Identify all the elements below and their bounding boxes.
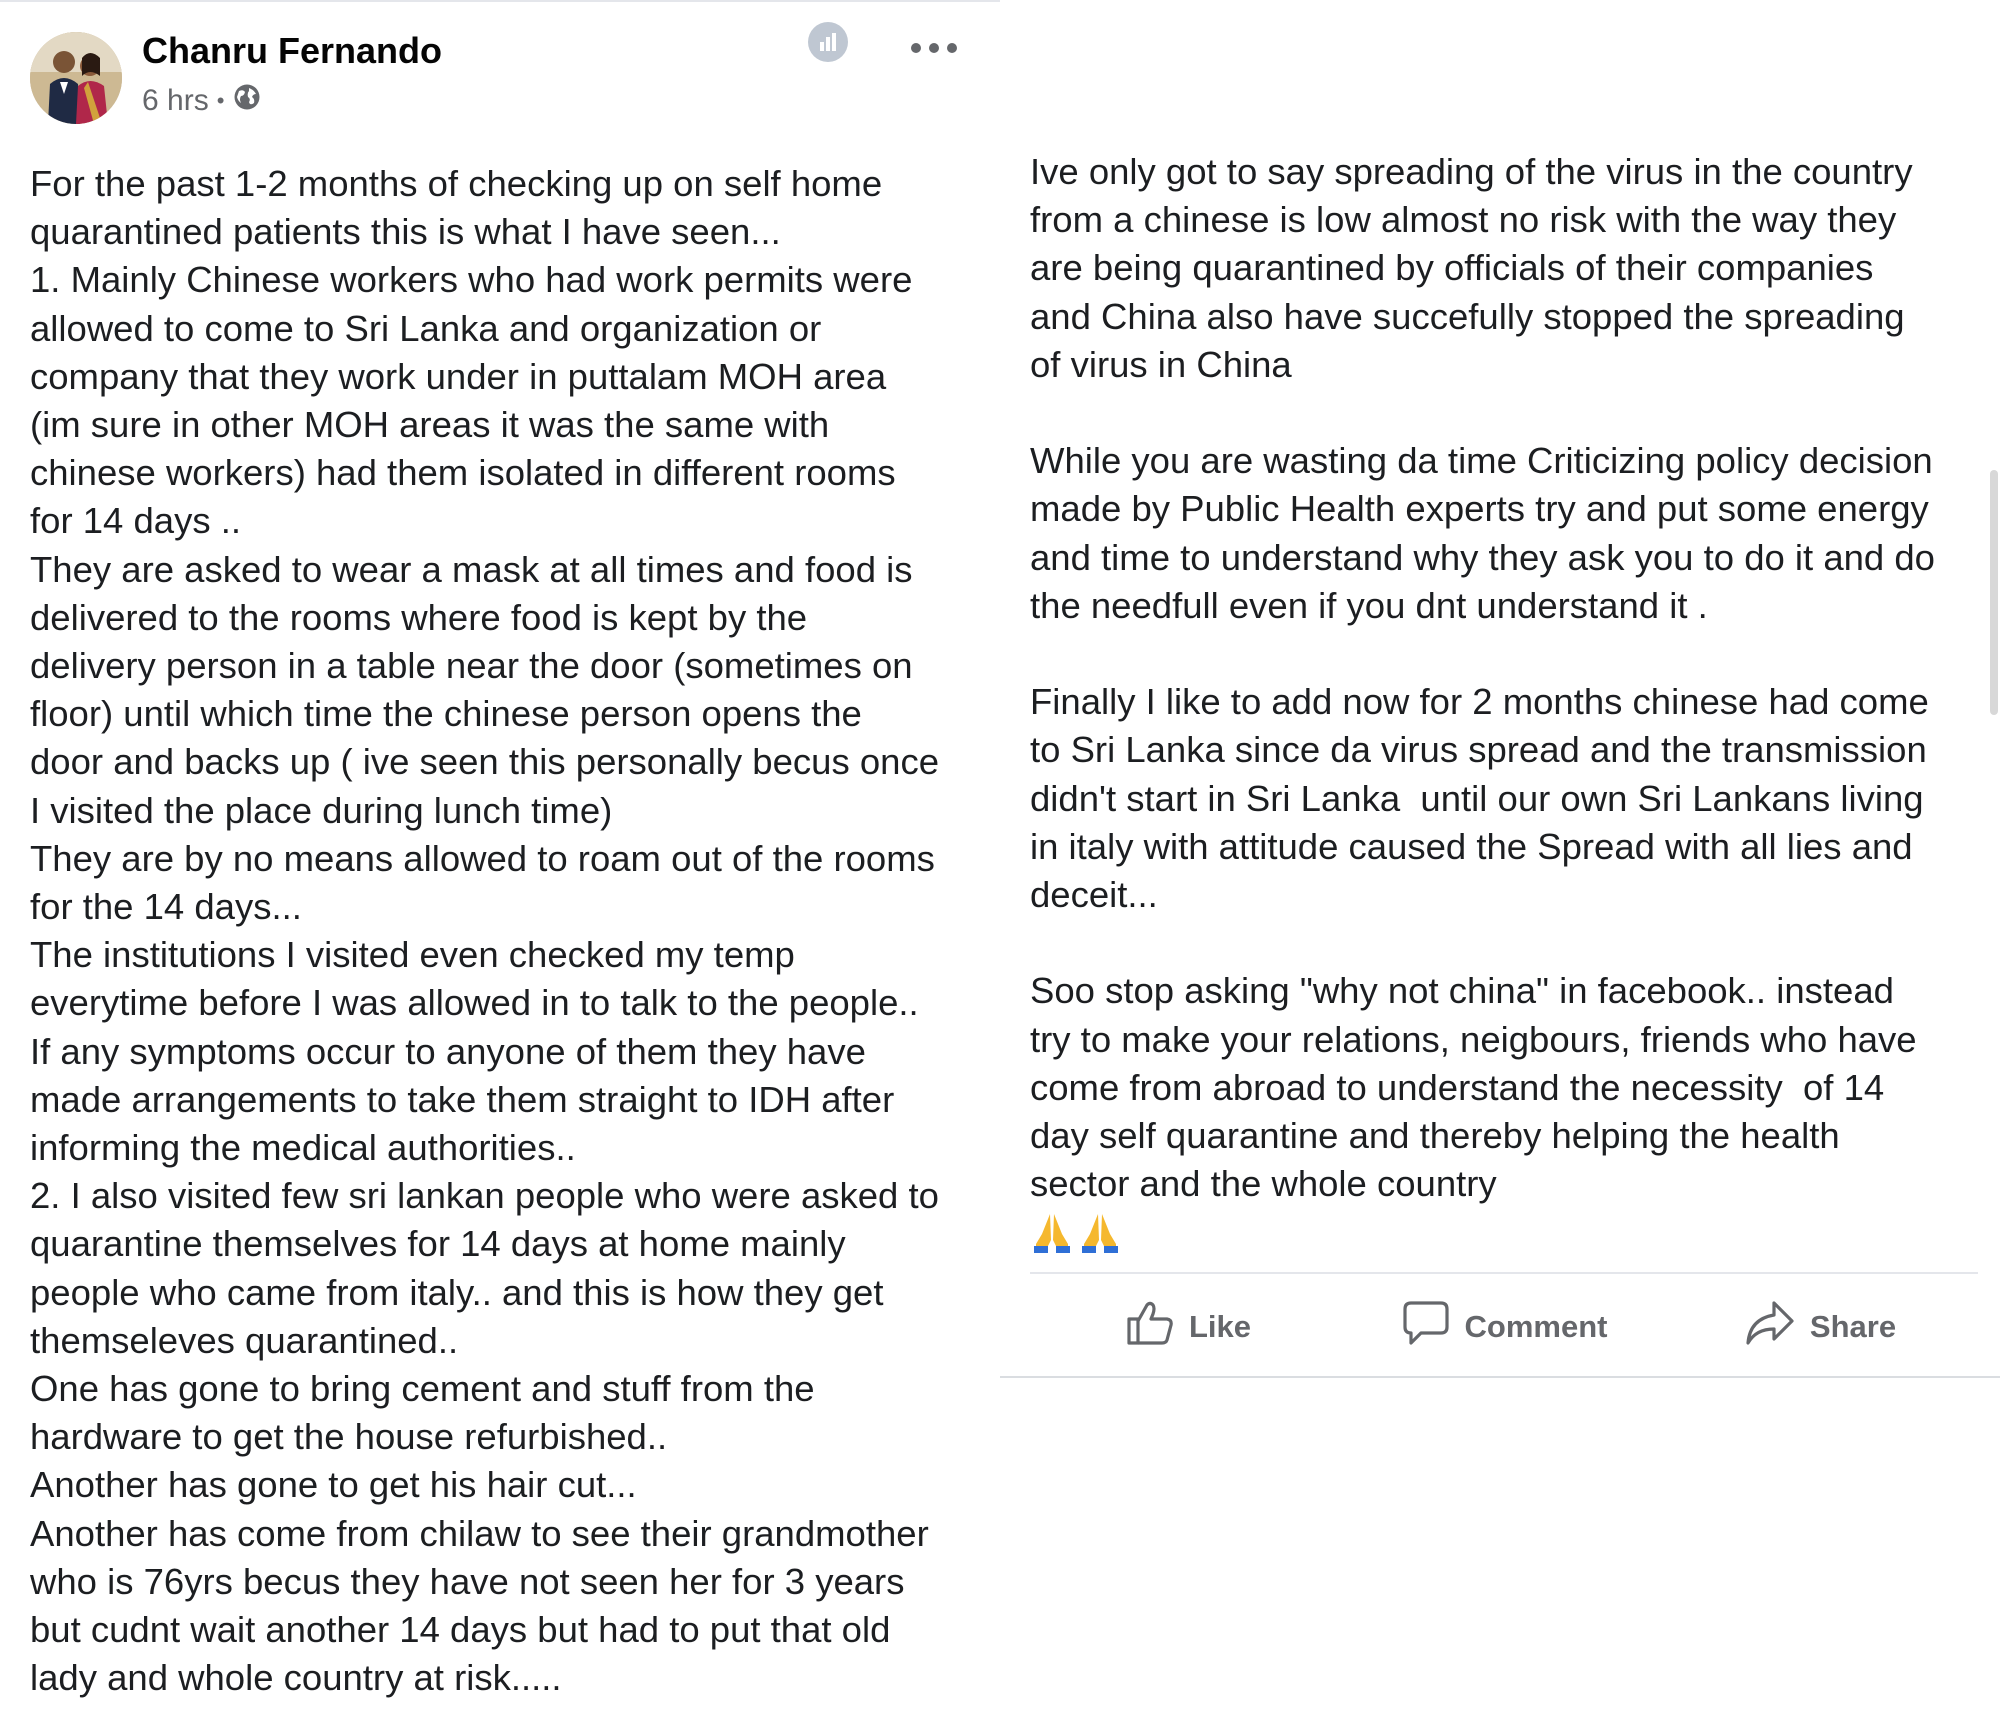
comment-icon (1401, 1299, 1451, 1355)
like-button[interactable] (1030, 1282, 1346, 1372)
folded-hands-icon (1078, 1210, 1122, 1259)
post-column-right (1000, 0, 2000, 1720)
post-body-part-2: Ive only got to say spreading of the virus in the country from a chinese is low almost no risk with the way they are being quarantined by officials of their companies and China also have succefully stopped the spreading of virus in China While you are wasting da time Criticizing policy decision made by Public Health experts try and put some energy and time to understand why they ask you to do it and do the needfull even if you dnt understand it . Finally I like to add now for 2 months chinese had come to Sri Lanka since da virus spread and the transmission didn't start in Sri Lanka until our own Sri Lankans living in italy with attitude caused the Spread with all lies and deceit... Soo stop asking "why not china" in facebook.. instead try to make your relations, neigbours, friends who have come from abroad to understand the necessity of 14 day self quarantine and thereby helping the health sector and the whole country (1030, 151, 1935, 1205)
scrollbar[interactable] (1990, 470, 1998, 715)
more-options-icon[interactable] (904, 30, 964, 66)
action-divider (1030, 1272, 1978, 1274)
like-label: Like (1188, 1309, 1252, 1344)
author-name[interactable]: Chanru Fernando (142, 30, 443, 71)
action-bar (1030, 1282, 1978, 1372)
separator: • (216, 88, 225, 113)
share-label: Share (1809, 1309, 1897, 1344)
post-body-part-1: For the past 1-2 months of checking up on self home quarantined patients this is what I have seen... 1. Mainly Chinese workers who had work permits were allowed to come to Sri Lanka and organization or company that they work under in puttalam MOH area (im sure in other MOH areas it was the same with chinese workers) had them isolated in different rooms for 14 days .. They are asked to wear a mask at all times and food is delivered to the rooms where food is kept by the delivery person in a table near the door (sometimes on floor) until which time the chinese person opens the door and backs up ( ive seen this personally becus once I visited the place during lunch time) They are by no means allowed to roam out of the rooms for the 14 days... The institutions I visited even checked my temp everytime before I was allowed in to talk to the people.. If any symptoms occur to anyone of them they have made arrangements to take them straight to IDH after informing the medical authorities.. 2. I also visited few sri lankan people who were asked to quarantine themselves for 14 days at home mainly people who came from italy.. and this is how they get themseleves quarantined.. One has gone to bring cement and stuff from the hardware to get the house refurbished.. Another has gone to get his hair cut... Another has come from chilaw to see their grandmother who is 76yrs becus they have not seen her for 3 years but cudnt wait another 14 days but had to put that old lady and whole country at risk..... (30, 163, 939, 1699)
share-icon (1744, 1299, 1796, 1355)
globe-icon[interactable] (232, 82, 262, 120)
thumbs-up-icon (1125, 1299, 1175, 1355)
timestamp[interactable]: 6 hrs (142, 84, 209, 117)
insights-icon[interactable] (808, 22, 848, 62)
comment-label: Comment (1464, 1309, 1608, 1344)
emoji-row (1030, 1210, 1122, 1259)
share-button[interactable] (1662, 1282, 1978, 1372)
bottom-divider (1000, 1376, 2000, 1378)
comment-button[interactable] (1346, 1282, 1662, 1372)
post-meta (142, 82, 262, 120)
avatar[interactable] (30, 32, 122, 124)
folded-hands-icon (1030, 1210, 1074, 1259)
top-divider (0, 0, 1000, 2)
